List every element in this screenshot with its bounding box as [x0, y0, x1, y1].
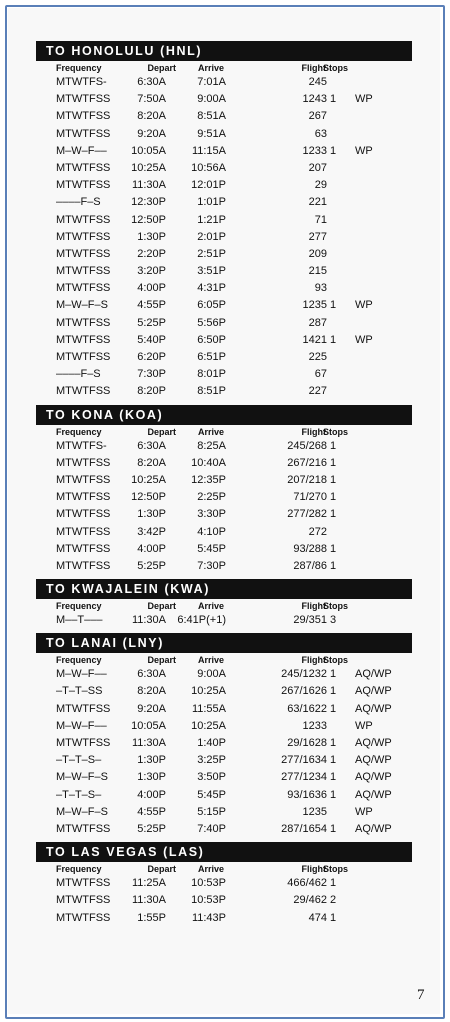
stops-cell: 1: [330, 877, 337, 890]
flight-row: [36, 263, 412, 280]
column-header-flight: Flight: [301, 864, 326, 875]
flight-cell: 215: [308, 265, 327, 278]
depart-cell: 3:42P: [137, 525, 166, 538]
column-header-flight: Flight: [301, 601, 326, 612]
flight-row: [36, 769, 412, 786]
flight-cell: 93/1636: [287, 788, 327, 801]
frequency-cell: –T–T–S–: [56, 788, 102, 801]
depart-cell: 10:25A: [131, 473, 166, 486]
depart-cell: 5:40P: [137, 333, 166, 346]
depart-cell: 11:30A: [131, 737, 166, 749]
flight-cell: 29/351: [293, 614, 327, 627]
frequency-cell: MTWTFS-: [56, 439, 107, 452]
flight-row: [36, 177, 412, 194]
via-cell: WP: [355, 299, 373, 312]
flight-row: [36, 349, 412, 366]
column-header-row: [36, 653, 412, 666]
flight-row: [36, 701, 412, 718]
column-header-row: [36, 61, 412, 74]
flight-cell: 93: [314, 282, 327, 295]
depart-cell: 10:05A: [131, 144, 166, 157]
flight-row: [36, 74, 412, 91]
stops-cell: 1: [330, 668, 337, 681]
flight-row: [36, 126, 412, 143]
via-cell: AQ/WP: [355, 822, 392, 835]
flight-cell: 207/218: [287, 473, 327, 486]
arrive-cell: 1:40P: [197, 737, 226, 749]
depart-cell: 10:05A: [131, 719, 166, 732]
flight-row: [36, 718, 412, 735]
flight-cell: 93/288: [293, 542, 327, 555]
stops-cell: 1: [330, 456, 337, 469]
depart-cell: 9:20A: [137, 702, 166, 715]
via-cell: WP: [355, 805, 373, 818]
arrive-cell: 11:43P: [191, 911, 226, 924]
frequency-cell: MTWTFSS: [56, 93, 111, 106]
depart-cell: 6:30A: [137, 76, 166, 88]
frequency-cell: MTWTFSS: [56, 127, 111, 140]
arrive-cell: 7:01A: [197, 76, 226, 88]
column-header-stops: Stops: [323, 601, 349, 612]
frequency-cell: MTWTFSS: [56, 822, 111, 835]
depart-cell: 4:55P: [137, 299, 166, 312]
frequency-cell: MTWTFSS: [56, 737, 111, 749]
frequency-cell: ––––F–S: [56, 368, 101, 381]
column-header-depart: Depart: [147, 426, 176, 437]
flight-row: [36, 541, 412, 558]
flight-cell: 277/1634: [281, 754, 327, 767]
depart-cell: 9:20A: [137, 127, 166, 140]
arrive-cell: 6:05P: [197, 299, 226, 312]
frequency-cell: MTWTFSS: [56, 473, 111, 486]
via-cell: AQ/WP: [355, 737, 392, 749]
arrive-cell: 4:31P: [197, 282, 226, 295]
flight-cell: 245: [308, 76, 327, 88]
page-number: 7: [417, 987, 425, 1003]
flight-cell: 225: [308, 351, 327, 363]
via-cell: AQ/WP: [355, 771, 392, 784]
frequency-cell: M–W–F––: [56, 144, 107, 157]
flight-row: [36, 297, 412, 314]
stops-cell: 1: [330, 788, 337, 801]
flight-cell: 71/270: [293, 491, 327, 504]
frequency-cell: MTWTFSS: [56, 894, 111, 907]
depart-cell: 8:20A: [137, 456, 166, 469]
arrive-cell: 9:00A: [197, 93, 226, 106]
flight-cell: 63: [314, 127, 327, 140]
via-cell: AQ/WP: [355, 754, 392, 767]
flight-cell: 1233: [302, 144, 327, 157]
flight-row: [36, 892, 412, 909]
flight-cell: 287/1654: [281, 822, 327, 835]
frequency-cell: MTWTFSS: [56, 491, 111, 504]
column-header-row: [36, 862, 412, 875]
column-header-stops: Stops: [323, 426, 349, 437]
column-header-depart: Depart: [147, 655, 176, 666]
arrive-cell: 1:21P: [197, 213, 226, 226]
flight-cell: 29/1628: [287, 737, 327, 749]
flight-row: [36, 666, 412, 683]
depart-cell: 10:25A: [131, 161, 166, 174]
column-header-frequency: Frequency: [56, 426, 102, 437]
flight-row: [36, 804, 412, 821]
depart-cell: 7:30P: [137, 368, 166, 381]
arrive-cell: 3:25P: [197, 754, 226, 767]
flight-row: [36, 315, 412, 332]
flight-cell: 1233: [302, 719, 327, 732]
via-cell: AQ/WP: [355, 668, 392, 681]
frequency-cell: MTWTFSS: [56, 179, 111, 192]
section-title: TO LAS VEGAS (LAS): [36, 842, 412, 862]
column-header-depart: Depart: [147, 864, 176, 875]
depart-cell: 5:25P: [137, 316, 166, 329]
via-cell: AQ/WP: [355, 788, 392, 801]
frequency-cell: MTWTFSS: [56, 877, 111, 890]
stops-cell: 1: [330, 737, 337, 749]
via-cell: WP: [355, 333, 373, 346]
stops-cell: 1: [330, 559, 337, 572]
flight-row: [36, 472, 412, 489]
column-header-flight: Flight: [301, 655, 326, 666]
depart-cell: 11:30A: [131, 614, 166, 627]
frequency-cell: M–W–F––: [56, 668, 107, 681]
flight-row: [36, 366, 412, 383]
depart-cell: 6:30A: [137, 439, 166, 452]
via-cell: AQ/WP: [355, 685, 392, 698]
frequency-cell: MTWTFSS: [56, 542, 111, 555]
frequency-cell: MTWTFSS: [56, 456, 111, 469]
via-cell: AQ/WP: [355, 702, 392, 715]
arrive-cell: 12:35P: [191, 473, 226, 486]
flight-row: [36, 683, 412, 700]
depart-cell: 3:20P: [137, 265, 166, 278]
flight-row: [36, 735, 412, 752]
stops-cell: 1: [330, 822, 337, 835]
stops-cell: 1: [330, 93, 337, 106]
section-title: TO KWAJALEIN (KWA): [36, 579, 412, 599]
section-to-lanai-lny: [36, 633, 412, 842]
flight-row: [36, 280, 412, 297]
stops-cell: 1: [330, 771, 337, 784]
column-header-flight: Flight: [301, 426, 326, 437]
via-cell: WP: [355, 93, 373, 106]
flight-cell: 267: [308, 110, 327, 123]
flight-cell: 63/1622: [287, 702, 327, 715]
flight-row: [36, 438, 412, 455]
arrive-cell: 6:50P: [197, 333, 226, 346]
arrive-cell: 7:30P: [197, 559, 226, 572]
arrive-cell: 9:00A: [197, 668, 226, 681]
frequency-cell: MTWTFS-: [56, 76, 107, 88]
flight-row: [36, 787, 412, 804]
arrive-cell: 10:53P: [191, 877, 226, 890]
section-spacer: [36, 927, 412, 931]
depart-cell: 1:30P: [137, 230, 166, 243]
depart-cell: 1:30P: [137, 754, 166, 767]
flight-cell: 267/216: [287, 456, 327, 469]
section-title: TO KONA (KOA): [36, 405, 412, 425]
stops-cell: 1: [330, 299, 337, 312]
flight-row: [36, 332, 412, 349]
arrive-cell: 10:40A: [191, 456, 226, 469]
frequency-cell: ––––F–S: [56, 196, 101, 209]
arrive-cell: 11:55A: [191, 702, 226, 715]
frequency-cell: –T–T–SS: [56, 685, 103, 698]
depart-cell: 2:20P: [137, 247, 166, 260]
flight-cell: 466/462: [287, 877, 327, 890]
frequency-cell: MTWTFSS: [56, 316, 111, 329]
stops-cell: 2: [330, 894, 337, 907]
depart-cell: 1:30P: [137, 771, 166, 784]
stops-cell: 1: [330, 473, 337, 486]
frequency-cell: MTWTFSS: [56, 110, 111, 123]
section-to-honolulu-hnl: [36, 41, 412, 405]
flight-cell: 245/268: [287, 439, 327, 452]
flight-timetable: [36, 41, 412, 931]
flight-cell: 245/1232: [281, 668, 327, 681]
frequency-cell: M–W–F–S: [56, 771, 108, 784]
flight-row: [36, 752, 412, 769]
arrive-cell: 5:15P: [197, 805, 226, 818]
arrive-cell: 2:51P: [197, 247, 226, 260]
arrive-cell: 8:25A: [197, 439, 226, 452]
frequency-cell: MTWTFSS: [56, 911, 111, 924]
flight-cell: 287: [308, 316, 327, 329]
flight-row: [36, 143, 412, 160]
depart-cell: 11:25A: [131, 877, 166, 890]
column-header-stops: Stops: [323, 63, 349, 73]
depart-cell: 12:30P: [131, 196, 166, 209]
flight-cell: 29/462: [293, 894, 327, 907]
flight-row: [36, 212, 412, 229]
column-header-depart: Depart: [147, 601, 176, 612]
frequency-cell: MTWTFSS: [56, 702, 111, 715]
depart-cell: 4:00P: [137, 542, 166, 555]
flight-row: [36, 558, 412, 575]
depart-cell: 5:25P: [137, 822, 166, 835]
frequency-cell: MTWTFSS: [56, 508, 111, 521]
frequency-cell: M––T–––: [56, 614, 103, 627]
flight-row: [36, 160, 412, 177]
flight-row: [36, 524, 412, 541]
depart-cell: 8:20A: [137, 110, 166, 123]
arrive-cell: 8:01P: [197, 368, 226, 381]
flight-row: [36, 875, 412, 892]
arrive-cell: 8:51P: [197, 385, 226, 398]
frequency-cell: M–W–F––: [56, 719, 107, 732]
flight-cell: 287/86: [293, 559, 327, 572]
column-header-arrive: Arrive: [197, 63, 224, 73]
flight-cell: 207: [308, 161, 327, 174]
flight-row: [36, 246, 412, 263]
column-header-stops: Stops: [323, 655, 349, 666]
column-header-arrive: Arrive: [197, 601, 224, 612]
frequency-cell: MTWTFSS: [56, 282, 111, 295]
arrive-cell: 10:25A: [191, 685, 226, 698]
flight-cell: 29: [314, 179, 327, 192]
flight-row: [36, 383, 412, 400]
depart-cell: 8:20A: [137, 685, 166, 698]
flight-row: [36, 229, 412, 246]
flight-row: [36, 612, 412, 629]
flight-cell: 209: [308, 247, 327, 260]
via-cell: WP: [355, 144, 373, 157]
flight-row: [36, 455, 412, 472]
flight-row: [36, 821, 412, 838]
depart-cell: 11:30A: [131, 179, 166, 192]
flight-row: [36, 108, 412, 125]
arrive-cell: 3:51P: [197, 265, 226, 278]
stops-cell: 3: [330, 614, 337, 627]
stops-cell: 1: [330, 333, 337, 346]
flight-cell: 277/282: [287, 508, 327, 521]
stops-cell: 1: [330, 491, 337, 504]
via-cell: WP: [355, 719, 373, 732]
column-header-stops: Stops: [323, 864, 349, 875]
flight-cell: 71: [314, 213, 327, 226]
depart-cell: 4:00P: [137, 282, 166, 295]
flight-cell: 277: [308, 230, 327, 243]
arrive-cell: 10:25A: [191, 719, 226, 732]
depart-cell: 12:50P: [131, 491, 166, 504]
frequency-cell: MTWTFSS: [56, 525, 111, 538]
depart-cell: 6:30A: [137, 668, 166, 681]
column-header-arrive: Arrive: [197, 864, 224, 875]
stops-cell: 1: [330, 911, 337, 924]
column-header-frequency: Frequency: [56, 655, 102, 666]
arrive-cell: 2:25P: [197, 491, 226, 504]
section-to-kwajalein-kwa: [36, 579, 412, 633]
depart-cell: 4:55P: [137, 805, 166, 818]
frequency-cell: MTWTFSS: [56, 385, 111, 398]
flight-row: [36, 910, 412, 927]
stops-cell: 1: [330, 542, 337, 555]
arrive-cell: 3:50P: [197, 771, 226, 784]
arrive-cell: 11:15A: [191, 144, 226, 157]
arrive-cell: 6:41P(+1): [177, 614, 226, 627]
section-to-kona-koa: [36, 405, 412, 580]
flight-cell: 474: [308, 911, 327, 924]
column-header-frequency: Frequency: [56, 601, 102, 612]
arrive-cell: 10:56A: [191, 161, 226, 174]
arrive-cell: 5:45P: [197, 788, 226, 801]
flight-cell: 1243: [302, 93, 327, 106]
flight-cell: 67: [314, 368, 327, 381]
column-header-frequency: Frequency: [56, 63, 102, 73]
frequency-cell: MTWTFSS: [56, 230, 111, 243]
flight-cell: 1421: [302, 333, 327, 346]
arrive-cell: 7:40P: [197, 822, 226, 835]
depart-cell: 5:25P: [137, 559, 166, 572]
depart-cell: 12:50P: [131, 213, 166, 226]
column-header-row: [36, 425, 412, 438]
flight-row: [36, 194, 412, 211]
flight-row: [36, 91, 412, 108]
arrive-cell: 2:01P: [197, 230, 226, 243]
flight-row: [36, 489, 412, 506]
arrive-cell: 5:56P: [197, 316, 226, 329]
frequency-cell: –T–T–S–: [56, 754, 102, 767]
frequency-cell: MTWTFSS: [56, 333, 111, 346]
frequency-cell: MTWTFSS: [56, 559, 111, 572]
flight-cell: 227: [308, 385, 327, 398]
arrive-cell: 8:51A: [197, 110, 226, 123]
column-header-arrive: Arrive: [197, 426, 224, 437]
section-title: TO HONOLULU (HNL): [36, 41, 412, 61]
frequency-cell: M–W–F–S: [56, 805, 108, 818]
arrive-cell: 12:01P: [191, 179, 226, 192]
arrive-cell: 9:51A: [197, 127, 226, 140]
stops-cell: 1: [330, 439, 337, 452]
section-to-las-vegas-las: [36, 842, 412, 931]
stops-cell: 1: [330, 508, 337, 521]
depart-cell: 4:00P: [137, 788, 166, 801]
frequency-cell: MTWTFSS: [56, 213, 111, 226]
stops-cell: 1: [330, 144, 337, 157]
depart-cell: 1:55P: [137, 911, 166, 924]
stops-cell: 1: [330, 754, 337, 767]
arrive-cell: 4:10P: [197, 525, 226, 538]
flight-cell: 1235: [302, 299, 327, 312]
flight-cell: 272: [308, 525, 327, 538]
arrive-cell: 5:45P: [197, 542, 226, 555]
stops-cell: 1: [330, 702, 337, 715]
frequency-cell: MTWTFSS: [56, 265, 111, 278]
column-header-flight: Flight: [301, 63, 326, 73]
depart-cell: 8:20P: [137, 385, 166, 398]
flight-cell: 221: [308, 196, 327, 209]
flight-cell: 277/1234: [281, 771, 327, 784]
flight-row: [36, 506, 412, 523]
arrive-cell: 6:51P: [197, 351, 226, 363]
flight-cell: 1235: [302, 805, 327, 818]
frequency-cell: M–W–F–S: [56, 299, 108, 312]
frequency-cell: MTWTFSS: [56, 247, 111, 260]
frequency-cell: MTWTFSS: [56, 351, 111, 363]
column-header-frequency: Frequency: [56, 864, 102, 875]
section-title: TO LANAI (LNY): [36, 633, 412, 653]
depart-cell: 7:50A: [137, 93, 166, 106]
frequency-cell: MTWTFSS: [56, 161, 111, 174]
column-header-arrive: Arrive: [197, 655, 224, 666]
arrive-cell: 10:53P: [191, 894, 226, 907]
flight-cell: 267/1626: [281, 685, 327, 698]
arrive-cell: 3:30P: [197, 508, 226, 521]
stops-cell: 1: [330, 685, 337, 698]
depart-cell: 11:30A: [131, 894, 166, 907]
depart-cell: 1:30P: [137, 508, 166, 521]
column-header-depart: Depart: [147, 63, 176, 73]
column-header-row: [36, 599, 412, 612]
depart-cell: 6:20P: [137, 351, 166, 363]
arrive-cell: 1:01P: [197, 196, 226, 209]
